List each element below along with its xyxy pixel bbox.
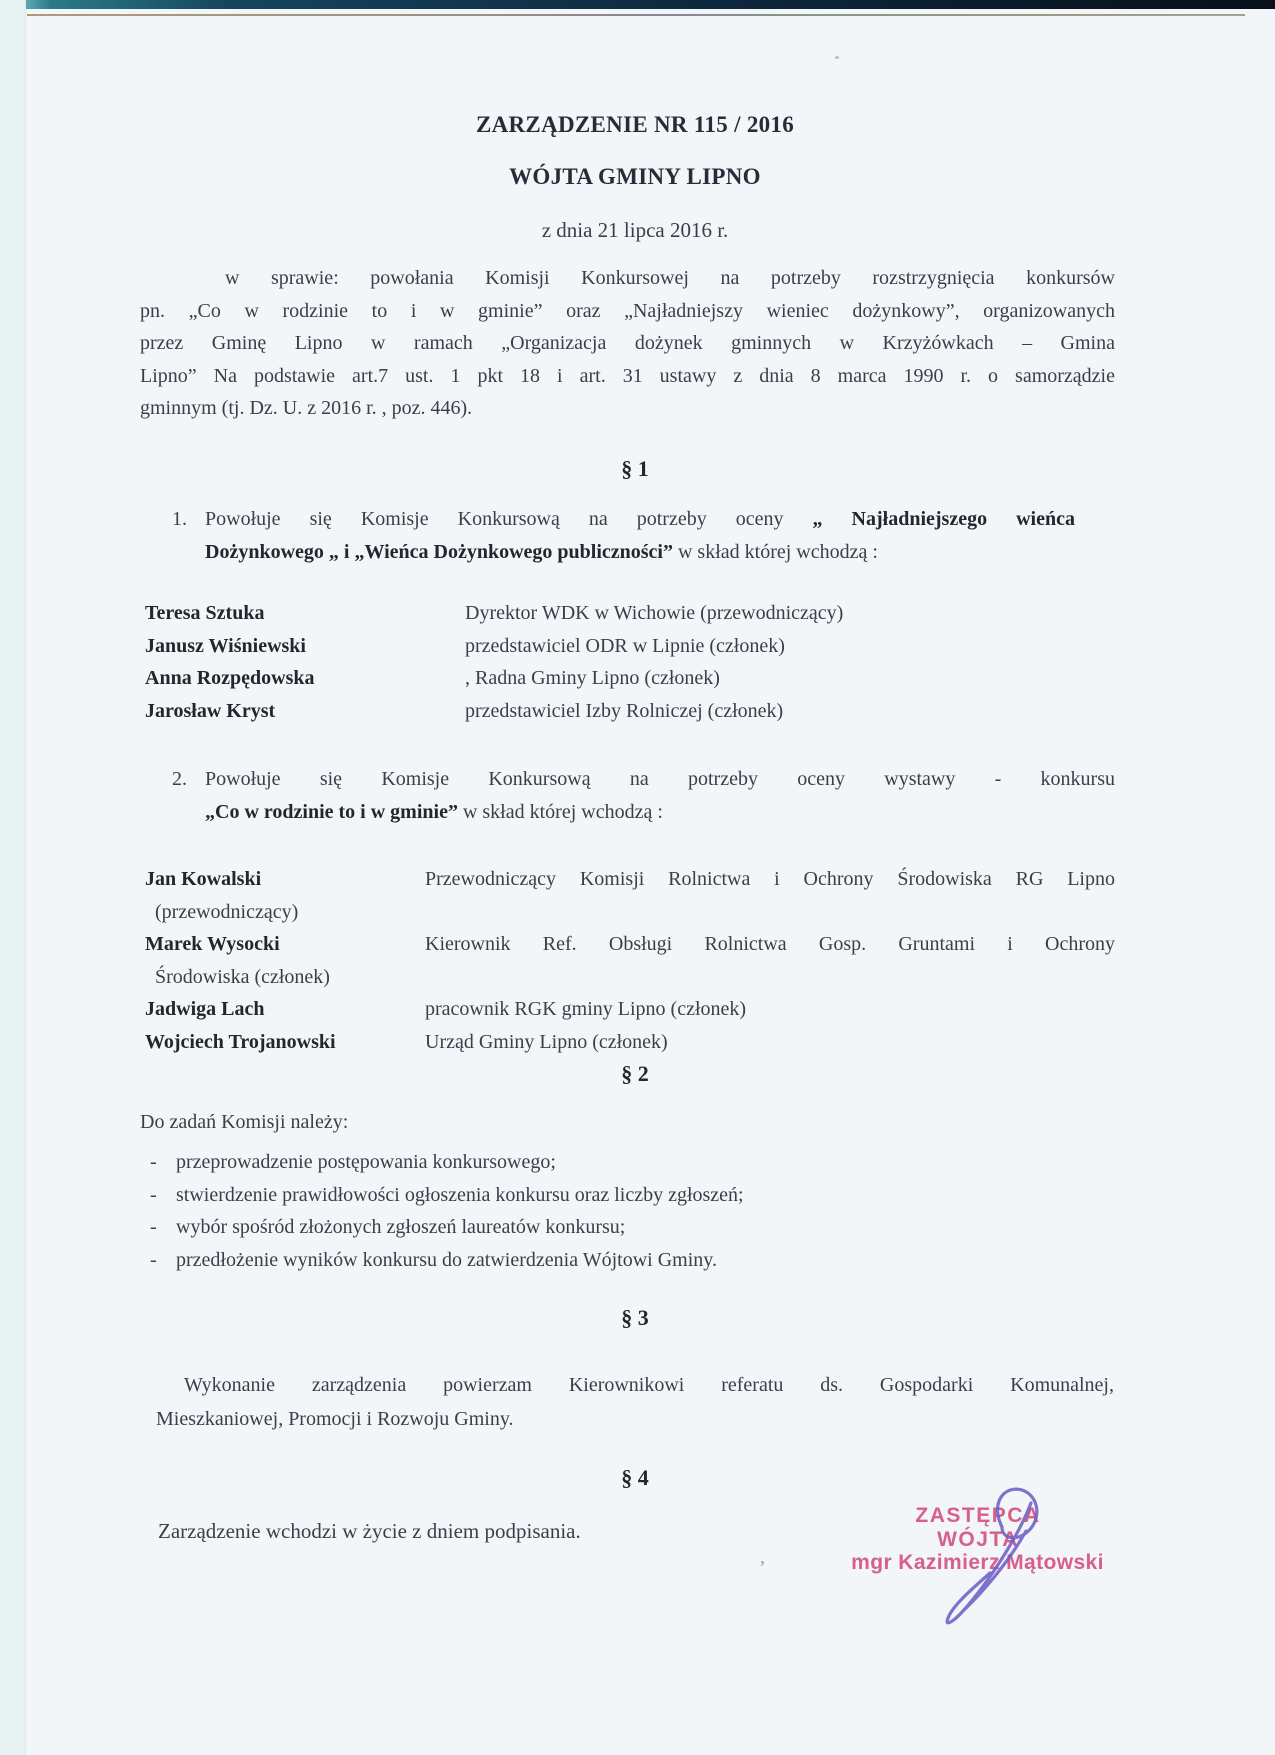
numbered-item-2: [172, 763, 1115, 829]
member-role: przedstawiciel ODR w Lipnie (członek): [465, 634, 785, 657]
intro-paragraph: [140, 262, 1115, 425]
task-text: wybór spośród złożonych zgłoszeń laureatów konkursu;: [176, 1216, 626, 1239]
committee-1-list: [145, 597, 1115, 727]
committee-member-row: [145, 630, 1115, 663]
task-text: przeprowadzenie postępowania konkursowego;: [176, 1151, 556, 1173]
scan-stray-mark: ,: [760, 1546, 765, 1568]
member-name: Jarosław Kryst: [145, 699, 276, 722]
tasks-intro: Do zadań Komisji należy:: [140, 1111, 349, 1133]
task-text: stwierdzenie prawidłowości ogłoszenia konkursu oraz liczby zgłoszeń;: [176, 1183, 744, 1206]
committee-member-row: [145, 662, 1115, 695]
member-name: Janusz Wiśniewski: [145, 634, 306, 657]
committee-member-row: [145, 928, 1115, 961]
intro-line: przez Gminę Lipno w ramach „Organizacja dożynek gminnych w Krzyżówkach – Gmina: [140, 332, 1115, 355]
tasks-list: [150, 1146, 1110, 1276]
member-role: przedstawiciel Izby Rolniczej (członek): [465, 699, 784, 722]
scan-left-margin: [0, 0, 26, 1755]
member-name: Teresa Sztuka: [145, 602, 265, 624]
committee-member-row: [145, 993, 1115, 1026]
deputy-mayor-stamp-title: ZASTĘPCA WÓJTA: [915, 1504, 1041, 1551]
member-role: Przewodniczący Komisji Rolnictwa i Ochrony Środowiska RG Lipno: [425, 868, 1115, 890]
dash-bullet: -: [150, 1248, 157, 1271]
section-3-line: Mieszkaniowej, Promocji i Rozwoju Gminy.: [156, 1408, 514, 1430]
task-row: [150, 1244, 1110, 1277]
member-name: Jadwiga Lach: [145, 998, 265, 1020]
task-row: [150, 1179, 1110, 1212]
member-role: Urząd Gminy Lipno (członek): [425, 1030, 668, 1053]
member-role: , Radna Gminy Lipno (członek): [465, 667, 720, 689]
scan-artifact-line: [27, 14, 1245, 16]
item-text-line: Powołuje się Komisje Konkursową na potrzeby oceny „ Najładniejszego wieńca: [205, 508, 1075, 530]
item-text-line: „Co w rodzinie to i w gminie” w skład której wchodzą :: [205, 801, 663, 823]
item-text-line: Powołuje się Komisje Konkursową na potrzeby oceny wystawy - konkursu: [205, 768, 1115, 790]
section-3-line: Wykonanie zarządzenia powierzam Kierownikowi referatu ds. Gospodarki Komunalnej,: [184, 1374, 1114, 1396]
intro-line: gminnym (tj. Dz. U. z 2016 r. , poz. 446).: [140, 397, 473, 420]
committee-2-list: [145, 863, 1115, 1058]
committee-member-row: [145, 695, 1115, 728]
item-number: 1.: [172, 508, 187, 530]
committee-member-row: [145, 597, 1115, 630]
deputy-mayor-stamp-name: mgr Kazimierz Mątowski: [851, 1551, 1104, 1574]
section-4-mark: § 4: [621, 1465, 649, 1490]
dash-bullet: -: [150, 1216, 157, 1239]
item-number: 2.: [172, 768, 187, 790]
member-name: Anna Rozpędowska: [145, 667, 315, 689]
member-name: Wojciech Trojanowski: [145, 1030, 336, 1053]
dash-bullet: -: [150, 1151, 157, 1173]
committee-member-row: [145, 863, 1115, 896]
intro-line: w sprawie: powołania Komisji Konkursowej na potrzeby rozstrzygnięcia konkursów: [225, 267, 1115, 289]
task-row: [150, 1211, 1110, 1244]
task-row: [150, 1146, 1110, 1179]
member-role: Kierownik Ref. Obsługi Rolnictwa Gosp. Gruntami i Ochrony: [425, 933, 1115, 955]
task-text: przedłożenie wyników konkursu do zatwierdzenia Wójtowi Gminy.: [176, 1248, 717, 1271]
member-role-continuation: Środowiska (członek): [155, 965, 330, 988]
item-text-line: Dożynkowego „ i „Wieńca Dożynkowego publiczności” w skład której wchodzą :: [205, 541, 878, 563]
section-4-text: Zarządzenie wchodzi w życie z dniem podpisania.: [158, 1519, 581, 1543]
order-number-title: ZARZĄDZENIE NR 115 / 2016: [475, 112, 795, 137]
scan-noise-dot: [835, 56, 839, 59]
scan-edge-band: [0, 0, 1275, 9]
issuer-title: WÓJTA GMINY LIPNO: [509, 164, 761, 189]
member-role-continuation: (przewodniczący): [155, 900, 299, 923]
member-name: Marek Wysocki: [145, 933, 280, 955]
member-name: Jan Kowalski: [145, 868, 262, 890]
member-role: pracownik RGK gminy Lipno (członek): [425, 998, 747, 1020]
numbered-item-1: [172, 503, 1075, 569]
dash-bullet: -: [150, 1183, 157, 1206]
handwritten-signature: [930, 1481, 1060, 1636]
date-line: z dnia 21 lipca 2016 r.: [541, 218, 729, 242]
intro-line: pn. „Co w rodzinie to i w gminie” oraz „Najładniejszy wieniec dożynkowy”, organizowanych: [140, 299, 1115, 322]
section-3-paragraph: [156, 1368, 1114, 1436]
member-role: Dyrektor WDK w Wichowie (przewodniczący): [465, 602, 844, 624]
section-3-mark: § 3: [621, 1305, 649, 1330]
section-2-mark: § 2: [621, 1061, 649, 1086]
intro-line: Lipno” Na podstawie art.7 ust. 1 pkt 18 i art. 31 ustawy z dnia 8 marca 1990 r. o samorządzie: [140, 364, 1115, 387]
committee-member-row: [145, 1026, 1115, 1059]
section-1-mark: § 1: [621, 456, 649, 481]
